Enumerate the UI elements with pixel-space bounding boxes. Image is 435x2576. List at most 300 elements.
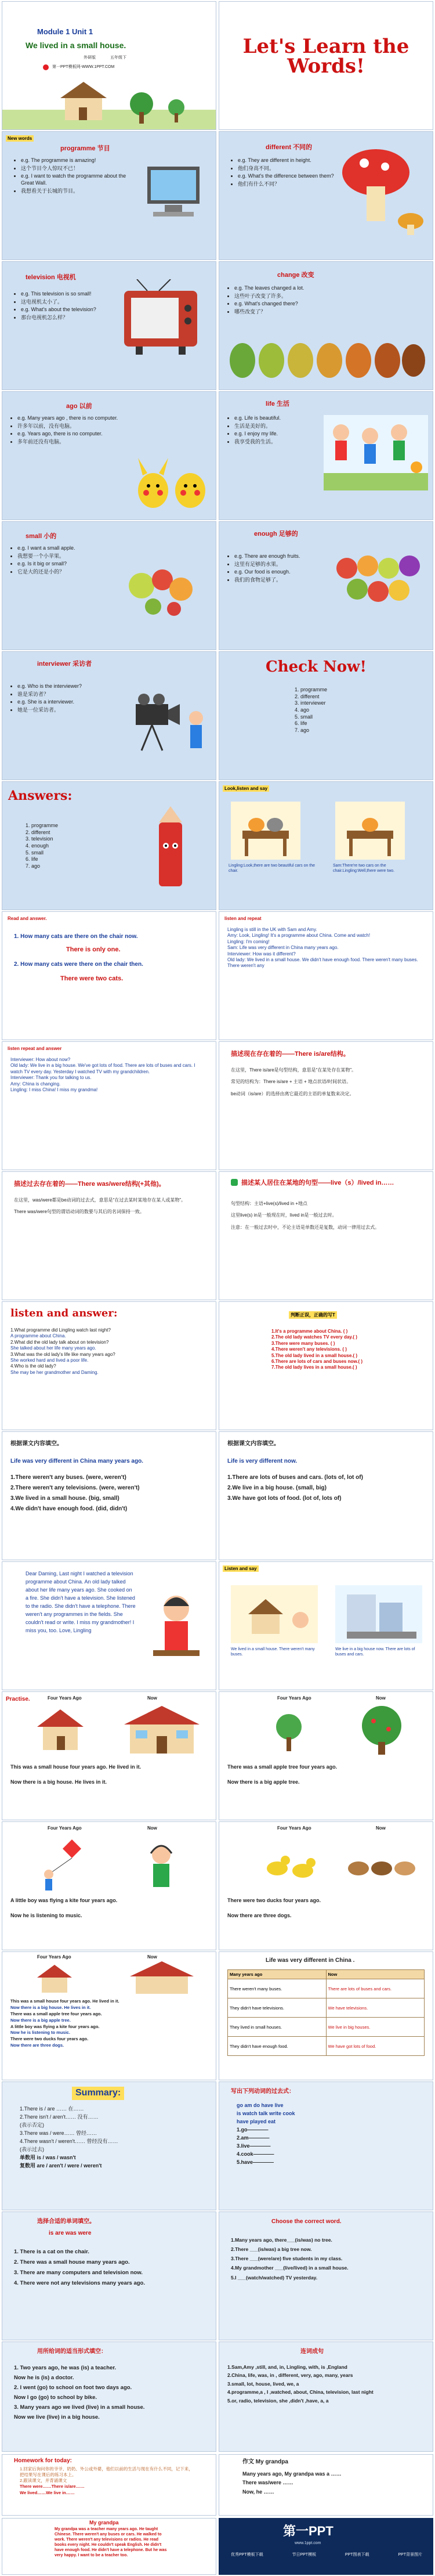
slide-practise-summary xyxy=(2,1951,216,2080)
check-item: 5. small xyxy=(295,713,313,720)
big-tree-picture xyxy=(341,1704,422,1756)
example-list xyxy=(10,415,133,447)
exercise-head: Life was very different in China many years ago. xyxy=(10,1458,143,1464)
small-tree-picture xyxy=(254,1704,324,1756)
homework-line: We lived……We live in…… xyxy=(20,2490,75,2495)
summary-line: Now he is listening to music. xyxy=(10,2030,70,2036)
slide-programme xyxy=(2,131,216,260)
answer-item: 3. television xyxy=(26,836,53,842)
cell: We have got lots of food. xyxy=(326,2037,425,2056)
tf-item: 5.The old lady lived in a small house.( ) xyxy=(271,1352,358,1358)
summary-line: There were two ducks four years ago. xyxy=(10,2036,89,2042)
tf-item: 4.There weren't any televisions. ( ) xyxy=(271,1347,347,1352)
exercise-title: 选择合适的单词填空。 xyxy=(37,2218,95,2225)
check-item: 3. interviewer xyxy=(295,700,326,706)
exercise-line: 2.There weren't any televisions. (were, weren't) xyxy=(10,1485,140,1491)
one-cat-picture xyxy=(335,802,405,860)
summary-line: There was a small apple tree four years ago. xyxy=(10,2011,102,2016)
exercise-lines xyxy=(227,1473,425,1504)
dialogue-line: Lingling: I miss China! I miss my grandma! xyxy=(10,1087,98,1092)
exercise-line: 4.programme,a , I ,watched, about, China, television, last night xyxy=(227,2389,374,2395)
site-url: 第一PPT模板网-WWW.1PPT.COM xyxy=(52,65,115,69)
listen-answer-title: listen and answer: xyxy=(10,1307,118,1319)
exercise-lines xyxy=(10,1473,208,1514)
exercise-line: 2. There was a small house many years ago. xyxy=(14,2259,130,2266)
slide-true-false xyxy=(219,1301,433,1430)
example: • e.g. They are different in height. xyxy=(238,157,336,164)
example: • e.g. There are enough fruits. xyxy=(234,553,327,560)
grammar-line: 在这里，was/were都是be动词的过去式，意思是“在过去某时某地存在某人或某物”。 xyxy=(14,1197,186,1203)
word-title xyxy=(266,143,312,151)
summary-line: Now there are three dogs. xyxy=(10,2043,64,2048)
example: • 我想要一个小苹果。 xyxy=(17,553,104,560)
slide-brand xyxy=(219,2518,433,2575)
slide-practise-animals xyxy=(219,1821,433,1950)
slide-interviewer xyxy=(2,651,216,780)
label-ago: Four Years Ago xyxy=(48,1695,82,1701)
slide-fill-past xyxy=(2,1431,216,1560)
section-tag: listen repeat and answer xyxy=(6,1045,63,1052)
grammar-line: 在这里，There is/are是句型结构，意思是“在某处存在某物”。 xyxy=(231,1067,357,1073)
slide-choose-word xyxy=(2,2211,216,2340)
table-row xyxy=(228,1998,425,2018)
word-title xyxy=(37,660,92,668)
exercise-line: Now we live (live) in a big house. xyxy=(14,2414,100,2421)
grammar-title: 描述过去存在着的——There was/were结构(+其他)。 xyxy=(14,1181,165,1188)
cell: There are lots of buses and cars. xyxy=(326,1979,425,1998)
caption-right: Sam:There're two cars on the chair.Lingling:Well,there were two. xyxy=(333,864,395,874)
grammar-notes xyxy=(14,1197,205,1215)
slide-ago xyxy=(2,391,216,520)
example-list xyxy=(10,683,104,715)
word: interviewer xyxy=(37,661,71,668)
sentence-now: Now there is a big house. He lives in it. xyxy=(10,1779,107,1785)
exercise-line: 4.cook———— xyxy=(237,2151,274,2157)
grammar-line: 注意：在一般过去时中，不论主语是单数还是复数，动词一律用过去式。 xyxy=(231,1224,379,1230)
section-tag: Listen and say xyxy=(223,1565,259,1572)
slide-television xyxy=(2,261,216,390)
example-list xyxy=(227,415,321,447)
slide-read-answer xyxy=(2,911,216,1040)
answer-item: 1. programme xyxy=(26,822,59,828)
dialogue-line: Interviewer: How was it different? xyxy=(227,951,296,957)
composition-line: Now, he …… xyxy=(242,2488,274,2495)
word-cn: 足够的 xyxy=(278,531,298,537)
crayon-mascot-picture xyxy=(136,805,205,898)
grammar-title: 描述现在存在着的——There is/are结构。 xyxy=(231,1051,350,1058)
label-ago: Four Years Ago xyxy=(48,1825,82,1831)
example: • e.g. What's the difference between them? xyxy=(238,173,336,180)
example: • 多年前还没有电脑。 xyxy=(17,439,133,446)
example: • 那台电视机怎么样？ xyxy=(21,315,114,322)
slide-letter xyxy=(2,1561,216,1690)
module-label: Module 1 Unit 1 xyxy=(37,27,93,36)
answer-1: There is only one. xyxy=(66,946,121,953)
example: • 生活是美好的。 xyxy=(234,423,321,430)
word-title xyxy=(277,271,314,279)
example: • e.g. The leaves changed a lot. xyxy=(234,285,327,292)
sentence-ago: A little boy was flying a kite four years ago. xyxy=(10,1897,118,1903)
word-cn: 采访者 xyxy=(72,661,92,668)
exercise-line: 3. There are many computers and television now. xyxy=(14,2270,143,2276)
check-item: 2. different xyxy=(295,693,320,699)
publisher: 外研版 xyxy=(84,56,96,60)
slide-listen-repeat xyxy=(219,911,433,1040)
answer-item: 4. enough xyxy=(26,843,49,849)
girl-writing-picture xyxy=(142,1585,211,1672)
exercise-title: Choose the correct word. xyxy=(271,2218,342,2225)
qa-list xyxy=(10,1327,208,1376)
word-bank: go am do have live xyxy=(237,2102,284,2108)
house-comparison-picture xyxy=(20,1960,200,1995)
grammar-notes xyxy=(231,1067,422,1097)
cell: We have televisions. xyxy=(326,1998,425,2018)
word: small xyxy=(26,533,42,540)
exercise-line: 4. There were not any televisions many years ago. xyxy=(14,2280,145,2287)
answer-item: 6. life xyxy=(26,856,38,863)
mushroom-picture xyxy=(335,140,428,239)
example: • 他们有什么不同？ xyxy=(238,181,336,188)
sentence-now: Now he is listening to music. xyxy=(10,1913,82,1918)
word-title xyxy=(26,273,76,282)
dialogue-line: Amy: China is changing. xyxy=(10,1081,61,1087)
exercise-title: 连词成句 xyxy=(300,2348,324,2355)
section-tag: 判断正误，正确的写T xyxy=(289,1311,337,1319)
cell: They didn't have televisions. xyxy=(228,1998,327,2018)
example: • 他们身高不同。 xyxy=(238,165,336,172)
slide-homework xyxy=(2,2454,216,2516)
slide-small xyxy=(2,521,216,650)
caption-left: Lingling:Look,there are two beautiful cars on the chair. xyxy=(229,864,316,874)
composition-line: Many years ago, My grandpa was a …… xyxy=(242,2471,342,2477)
check-item: 6. life xyxy=(295,720,307,727)
summary-line: 单数用 is / was / wasn't xyxy=(20,2154,76,2160)
example: • e.g. I want to watch the programme about the Great Wall. xyxy=(21,173,137,186)
word-cn: 小的 xyxy=(44,533,57,540)
dialogue-line: Interviewer: Thank you for talking to us. xyxy=(10,1075,92,1081)
exercise-line: 4.My grandmother ___(live/lived) in a small house. xyxy=(231,2265,349,2271)
answer-item: 5. small xyxy=(26,849,44,856)
exercise-head: Life is very different now. xyxy=(227,1458,298,1464)
leaves-change-picture xyxy=(225,331,428,384)
summary-line: Now there is a big house. He lives in it. xyxy=(10,2004,91,2010)
slide-fill-present xyxy=(219,1431,433,1560)
example: • e.g. The programme is amazing! xyxy=(21,157,137,164)
word-bank: is watch talk write cook xyxy=(237,2110,295,2116)
word-title xyxy=(254,530,298,538)
summary-title: Summary: xyxy=(72,2087,124,2100)
summary-line: 3.There was / were…… 曾经…… xyxy=(20,2130,97,2136)
slide-practise-kite xyxy=(2,1821,216,1950)
dialogue-line: Lingling: I'm coming! xyxy=(227,939,270,944)
exercise-line: Now he is (is) a doctor. xyxy=(14,2375,74,2382)
section-tag: Read and answer. xyxy=(6,915,49,922)
question-1: 1. How many cats are there on the chair now. xyxy=(14,933,138,940)
word: different xyxy=(266,144,291,151)
exercise-line: 1.Many years ago, there___(is/was) no tree. xyxy=(231,2237,332,2243)
exercise-line: 2. I went (go) to school on foot two days ago. xyxy=(14,2384,132,2391)
composition-title: 作文 My grandpa xyxy=(242,2459,288,2465)
answer-2: There were two cats. xyxy=(60,975,124,982)
exercise-line: 2.China, life, was, in , different, very, ago, many, years xyxy=(227,2372,353,2379)
homework-lines xyxy=(20,2466,194,2496)
example: • e.g. She is a interviewer. xyxy=(17,699,104,706)
example: • e.g. Years ago, there is no computer. xyxy=(17,431,133,438)
slide-change xyxy=(219,261,433,390)
brand-link[interactable]: PPT图表下载 xyxy=(345,2553,369,2557)
house-illustration xyxy=(2,75,216,129)
summary-line: This was a small house four years ago. He lived in it. xyxy=(10,1998,119,2004)
summary-line: A little boy was flying a kite four years ago. xyxy=(10,2023,100,2029)
example: • 我享受我的生活。 xyxy=(234,439,321,446)
homework-title: Homework for today: xyxy=(14,2458,72,2464)
exercise-line: 1. Two years ago, he was (is) a teacher. xyxy=(14,2365,117,2371)
interview-camera-picture xyxy=(124,687,211,756)
word: life xyxy=(266,401,275,407)
dialogue-line: Amy: Look, Lingling! It's a programme about China. Come and watch! xyxy=(227,933,371,939)
composition-lines xyxy=(242,2470,411,2496)
lesson-title: We lived in a small house. xyxy=(26,41,126,50)
homework-line: 2.跟读课文，并背诵课文 xyxy=(20,2478,67,2484)
exercise-line: 3.We have got lots of food. (lot of, lots of) xyxy=(227,1495,342,1502)
word-title xyxy=(266,400,289,408)
boy-music-picture xyxy=(124,1834,200,1892)
word: programme xyxy=(60,145,96,152)
slide-practise-house xyxy=(2,1691,216,1820)
brand-link[interactable]: PPT背景图片 xyxy=(398,2553,422,2557)
example: • 谁是采访者？ xyxy=(17,691,104,698)
summary-line: Now there is a big apple tree. xyxy=(10,2017,71,2023)
small-house-picture xyxy=(26,1704,95,1756)
slide-composition xyxy=(219,2454,433,2516)
slide-different xyxy=(219,131,433,260)
check-now-title: Check Now! xyxy=(266,658,367,676)
exercise-title: 根据课文内容填空。 xyxy=(227,1441,280,1447)
exercise-line: 1.Sam,Amy ,still, and, in, Lingling, with, is ,England xyxy=(227,2364,347,2370)
exercise-line: 1.go———— xyxy=(237,2126,269,2133)
example: • 许多年以前，没有电脑。 xyxy=(17,423,133,430)
children-playing-picture xyxy=(324,415,428,490)
exercise-line: 5.have———— xyxy=(237,2159,274,2165)
grammar-line: There was/were句型的谓语动词的数要与其后的名词保持一致。 xyxy=(14,1209,144,1215)
slide-my-grandpa xyxy=(2,2518,216,2575)
slide-check-now xyxy=(219,651,433,780)
dialogue-line: Old lady: We live in a big house. We've got lots of food. There are lots of buses and cars. I watch TV every day. Yesterday I watched TV with my grandchildren. xyxy=(10,1063,195,1074)
slide-summary xyxy=(2,2081,216,2210)
answer: She worked hard and lived a poor life. xyxy=(10,1357,89,1363)
example: • e.g. I want a small apple. xyxy=(17,545,104,552)
tf-item: 1.It's a programme about China. ( ) xyxy=(271,1329,348,1334)
word: television xyxy=(26,274,55,281)
example: • 我们的食物足够了。 xyxy=(234,577,327,584)
header-now: Now xyxy=(326,1970,425,1979)
word-bank: have played eat xyxy=(237,2118,276,2124)
example: • e.g. What's about the television? xyxy=(21,306,114,313)
check-item: 4. ago xyxy=(295,707,310,713)
summary-lines xyxy=(10,1998,208,2049)
dialogue-line: Interviewer: How about now? xyxy=(10,1057,71,1062)
example: • 这些叶子改变了许多。 xyxy=(234,293,327,300)
brand-link[interactable]: 节日PPT模板 xyxy=(292,2553,317,2557)
label-now: Now xyxy=(147,1695,157,1701)
example: • e.g. Our food is enough. xyxy=(234,569,327,576)
cell: We live in big houses. xyxy=(326,2018,425,2037)
exercise-title: 用所给词的适当形式填空： xyxy=(37,2348,107,2355)
slide-listen-say xyxy=(219,1561,433,1690)
dialogue xyxy=(10,1057,208,1093)
slide-look-listen-say xyxy=(219,781,433,910)
exercise-line: 1.There are lots of buses and cars. (lots of, lot of) xyxy=(227,1474,363,1481)
label-now: Now xyxy=(376,1825,386,1831)
section-tag: listen and repeat xyxy=(223,915,263,922)
answers-title: Answers: xyxy=(8,788,72,803)
label-now: Now xyxy=(147,1825,157,1831)
word-bank: is are was were xyxy=(49,2230,92,2236)
enough-fruits-picture xyxy=(329,545,428,615)
dialogue xyxy=(227,927,425,969)
exercise-lines xyxy=(237,2102,422,2167)
answer-item: 2. different xyxy=(26,829,50,835)
essay-title: My grandpa xyxy=(89,2520,119,2526)
essay-text: My grandpa was a teacher many years ago. He taught Chinese. There weren't any buses or cars. He walked to work. There weren't any televisions or radios. He read books every night. He couldn't speak English. He didn't have enough food. He didn't have a telephone. But he was very happy. I want to be a teacher too. xyxy=(55,2527,167,2558)
label-ago: Four Years Ago xyxy=(277,1695,311,1701)
section-tag: New words xyxy=(6,135,34,142)
exercise-line: 4.We didn't have enough food. (did, didn't) xyxy=(10,1506,128,1512)
grammar-line: 常见的结构为：There is/are + 主语 + 地点状语/时间状语。 xyxy=(231,1079,351,1085)
homework-line: 1.回家后询问你的爷爷、奶奶、外公或外婆，他们以前的生活与现在有什么不同，记下来，把结果写在课后的练习本上。 xyxy=(20,2466,193,2478)
slide-live-in xyxy=(219,1171,433,1300)
exercise-line: 2.am———— xyxy=(237,2134,270,2141)
example: • e.g. This television is so small! xyxy=(21,291,114,298)
summary-line: 1.There is / are …… 在…… xyxy=(20,2106,84,2112)
example-list xyxy=(227,285,327,317)
sentence-now: Now there is a big apple tree. xyxy=(227,1779,300,1785)
exercise-lines xyxy=(231,2235,422,2282)
slide-there-is-are xyxy=(219,1041,433,1170)
slide-life-table xyxy=(219,1951,433,2080)
exercise-line: 3.small, lot, house, lived, we, a xyxy=(227,2380,299,2387)
question: 2.What did the old lady talk about on television? xyxy=(10,1339,109,1345)
sentence-ago: There were two ducks four years ago. xyxy=(227,1897,321,1903)
exercise-line: 5.or, radio, television, she ,didn't ,have, a, a xyxy=(227,2397,329,2404)
check-item: 7. ago xyxy=(295,727,310,734)
summary-line: (表示过去) xyxy=(20,2146,44,2152)
check-list xyxy=(295,687,327,734)
slide-past-tense xyxy=(219,2081,433,2210)
question: 4.Who is the old lady? xyxy=(10,1363,56,1369)
example-list xyxy=(14,291,114,323)
word-cn: 以前 xyxy=(79,403,92,410)
word-cn: 不同的 xyxy=(293,144,313,151)
slide-answers xyxy=(2,781,216,910)
question-2: 2. How many cats were there on the chair then. xyxy=(14,961,143,968)
example: • e.g. Who is the interviewer? xyxy=(17,683,104,690)
table-row xyxy=(228,2018,425,2037)
answer-item: 7. ago xyxy=(26,863,41,870)
tf-list xyxy=(271,1329,428,1371)
old-life-picture xyxy=(231,1585,318,1643)
cell: There weren't many buses. xyxy=(228,1979,327,1998)
summary-line: 4.There wasn't / weren't…… 曾经没有…… xyxy=(20,2138,118,2144)
two-cats-picture xyxy=(231,802,300,860)
caption-left: We lived in a small house. There weren't many buses. xyxy=(231,1647,315,1657)
slide-enough xyxy=(219,521,433,650)
big-house-picture xyxy=(118,1704,205,1756)
grammar-line: 句型结构：主语+live(s)/lived in +地点 xyxy=(231,1201,308,1206)
tf-item: 6.There are lots of cars and buses now.( ) xyxy=(271,1358,363,1364)
word-cn: 生活 xyxy=(276,401,289,407)
example: • 哪些改变了？ xyxy=(234,309,327,316)
summary-line: (表示否定) xyxy=(20,2122,44,2128)
small-fruits-picture xyxy=(118,551,205,620)
question: 1.What programme did Lingling watch last night? xyxy=(10,1327,111,1333)
grammar-notes xyxy=(231,1201,422,1231)
table-row xyxy=(228,1979,425,1998)
exercise-title: 写出下列动词的过去式： xyxy=(231,2088,295,2095)
table-row xyxy=(228,2037,425,2056)
television-picture xyxy=(118,279,205,360)
table-title: Life was very different in China . xyxy=(266,1957,355,1964)
brand-links xyxy=(231,2552,422,2557)
exercise-line: 1. There is a cat on the chair. xyxy=(14,2249,89,2255)
homework-line: There were……There is/are…… xyxy=(20,2484,85,2490)
example: • e.g. Is it big or small? xyxy=(17,561,104,568)
label-now: Now xyxy=(376,1695,386,1701)
slide-life xyxy=(219,391,433,520)
sentence-ago: There was a small apple tree four years ago. xyxy=(227,1764,338,1770)
example: • 她是一位采访者。 xyxy=(17,707,104,714)
question: 3.What was the old lady's life like many years ago? xyxy=(10,1351,115,1357)
boy-kite-picture xyxy=(26,1834,95,1892)
word: change xyxy=(277,272,300,279)
example: • e.g. Many years ago , there is no computer. xyxy=(17,415,133,422)
exercise-line: 2.There ___(is/was) a big tree now. xyxy=(231,2246,312,2253)
example: • e.g. I enjoy my life. xyxy=(234,431,321,438)
exercise-line: 3.We lived in a small house. (big, small) xyxy=(10,1495,119,1502)
example-list xyxy=(227,553,327,585)
word: ago xyxy=(66,403,78,410)
label-ago: Four Years Ago xyxy=(37,1954,71,1960)
tf-item: 2.The old lady watches TV every day.( ) xyxy=(271,1334,357,1340)
header-then: Many years ago xyxy=(228,1970,327,1979)
dialogue-line: Sam: Life was very different in China many years ago. xyxy=(227,945,339,951)
slide-there-was-were xyxy=(2,1171,216,1300)
grade: 五年级下 xyxy=(110,56,126,60)
example-list xyxy=(14,157,137,196)
summary-line: 复数用 are / aren't / were / weren't xyxy=(20,2162,102,2169)
label-now: Now xyxy=(147,1954,157,1960)
tf-item: 7.The old lady lives in a small house.( ) xyxy=(271,1365,357,1370)
word-title xyxy=(66,402,92,410)
grammar-line: 这里live(s) in是一般现在时，lived in是一般过去时。 xyxy=(231,1213,337,1218)
slide-learn-words xyxy=(219,1,433,130)
example: • e.g. What's changed there? xyxy=(234,301,327,308)
brand-url: www.1ppt.com xyxy=(295,2541,321,2545)
exercise-line: 3.live———— xyxy=(237,2142,271,2149)
exercise-line: 1.There weren't any buses. (were, weren't) xyxy=(10,1474,126,1481)
cell: They lived in small houses. xyxy=(228,2018,327,2037)
word-cn: 电视机 xyxy=(56,274,76,281)
example: • e.g. Life is beautiful. xyxy=(234,415,321,422)
brand-name: 第一PPT xyxy=(283,2524,334,2538)
example: • 它是大的还是小的？ xyxy=(17,569,104,576)
word-title xyxy=(26,532,56,540)
grammar-title: 描述某人居住在某地的句型——live（s）/lived in…… xyxy=(241,1179,394,1186)
slide-verb-forms xyxy=(2,2342,216,2452)
tf-item: 3.There were many buses. ( ) xyxy=(271,1340,335,1346)
brand-link[interactable]: 优秀PPT模板下载 xyxy=(231,2553,263,2557)
word-title xyxy=(60,145,110,153)
